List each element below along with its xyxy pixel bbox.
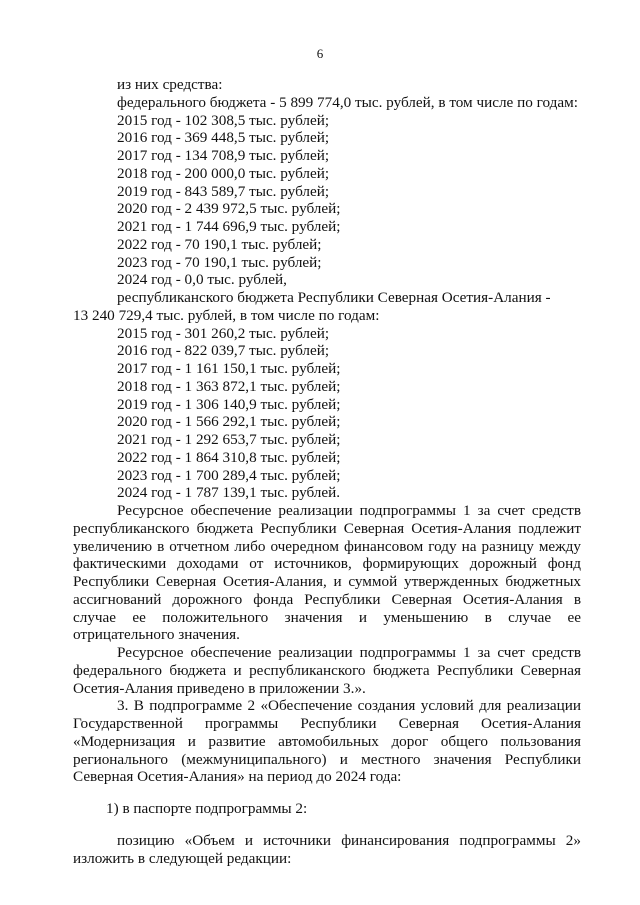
road-fund-paragraph-line: случае ее положительного значения и уменьшению в случае ее	[73, 609, 581, 626]
republican-year-line: 2018 год - 1 363 872,1 тыс. рублей;	[117, 378, 341, 395]
federal-year-line: 2023 год - 70 190,1 тыс. рублей;	[117, 254, 322, 271]
republican-budget-total: республиканского бюджета Республики Северная Осетия-Алания -	[117, 289, 551, 306]
federal-year-line: 2019 год - 843 589,7 тыс. рублей;	[117, 183, 330, 200]
federal-year-line: 2022 год - 70 190,1 тыс. рублей;	[117, 236, 322, 253]
federal-budget-total: федерального бюджета - 5 899 774,0 тыс. рублей, в том числе по годам:	[117, 94, 578, 111]
item-3-line: 3. В подпрограмме 2 «Обеспечение создания условий для реализации	[117, 697, 581, 714]
republican-year-line: 2019 год - 1 306 140,9 тыс. рублей;	[117, 396, 341, 413]
republican-year-line: 2017 год - 1 161 150,1 тыс. рублей;	[117, 360, 341, 377]
item-3-line: «Модернизация и развитие автомобильных дорог общего пользования	[73, 733, 581, 750]
republican-year-line: 2023 год - 1 700 289,4 тыс. рублей;	[117, 467, 341, 484]
republican-year-line: 2020 год - 1 566 292,1 тыс. рублей;	[117, 413, 341, 430]
position-line: позицию «Объем и источники финансирования подпрограммы 2»	[117, 832, 581, 849]
federal-year-line: 2018 год - 200 000,0 тыс. рублей;	[117, 165, 330, 182]
federal-year-line: 2015 год - 102 308,5 тыс. рублей;	[117, 112, 330, 129]
road-fund-paragraph-line: отрицательного значения.	[73, 626, 240, 643]
appendix-paragraph-line: Осетия-Алания приведено в приложении 3.».	[73, 680, 366, 697]
sub-item-1: 1) в паспорте подпрограммы 2:	[106, 800, 308, 817]
federal-year-line: 2024 год - 0,0 тыс. рублей,	[117, 271, 287, 288]
road-fund-paragraph-line: республиканского бюджета Республики Северная Осетия-Алания подлежит	[73, 520, 581, 537]
road-fund-paragraph-line: Ресурсное обеспечение реализации подпрограммы 1 за счет средств	[117, 502, 581, 519]
federal-year-line: 2021 год - 1 744 696,9 тыс. рублей;	[117, 218, 341, 235]
federal-year-line: 2016 год - 369 448,5 тыс. рублей;	[117, 129, 330, 146]
road-fund-paragraph-line: ассигнований дорожного фонда Республики Северная Осетия-Алания в	[73, 591, 581, 608]
republican-budget-total-cont: 13 240 729,4 тыс. рублей, в том числе по годам:	[73, 307, 380, 324]
republican-year-line: 2022 год - 1 864 310,8 тыс. рублей;	[117, 449, 341, 466]
appendix-paragraph-line: Ресурсное обеспечение реализации подпрограммы 1 за счет средств	[117, 644, 581, 661]
item-3-line: регионального (межмуниципального) и местного значения Республики	[73, 751, 581, 768]
federal-year-line: 2020 год - 2 439 972,5 тыс. рублей;	[117, 200, 341, 217]
item-3-line: Северная Осетия-Алания» на период до 2024 года:	[73, 768, 402, 785]
appendix-paragraph-line: федерального бюджета и республиканского бюджета Республики Северная	[73, 662, 581, 679]
funds-intro: из них средства:	[117, 76, 223, 93]
republican-year-line: 2015 год - 301 260,2 тыс. рублей;	[117, 325, 330, 342]
republican-year-line: 2021 год - 1 292 653,7 тыс. рублей;	[117, 431, 341, 448]
republican-year-line: 2016 год - 822 039,7 тыс. рублей;	[117, 342, 330, 359]
page-number: 6	[316, 46, 324, 61]
item-3-line: Государственной программы Республики Северная Осетия-Алания	[73, 715, 581, 732]
federal-year-line: 2017 год - 134 708,9 тыс. рублей;	[117, 147, 330, 164]
republican-year-line: 2024 год - 1 787 139,1 тыс. рублей.	[117, 484, 341, 501]
road-fund-paragraph-line: увеличению в отчетном либо очередном финансовом году на разницу между	[73, 538, 581, 555]
road-fund-paragraph-line: фактическими доходами от источников, формирующих дорожный фонд	[73, 555, 581, 572]
position-line: изложить в следующей редакции:	[73, 850, 292, 867]
road-fund-paragraph-line: Республики Северная Осетия-Алания, и суммой утвержденных бюджетных	[73, 573, 581, 590]
